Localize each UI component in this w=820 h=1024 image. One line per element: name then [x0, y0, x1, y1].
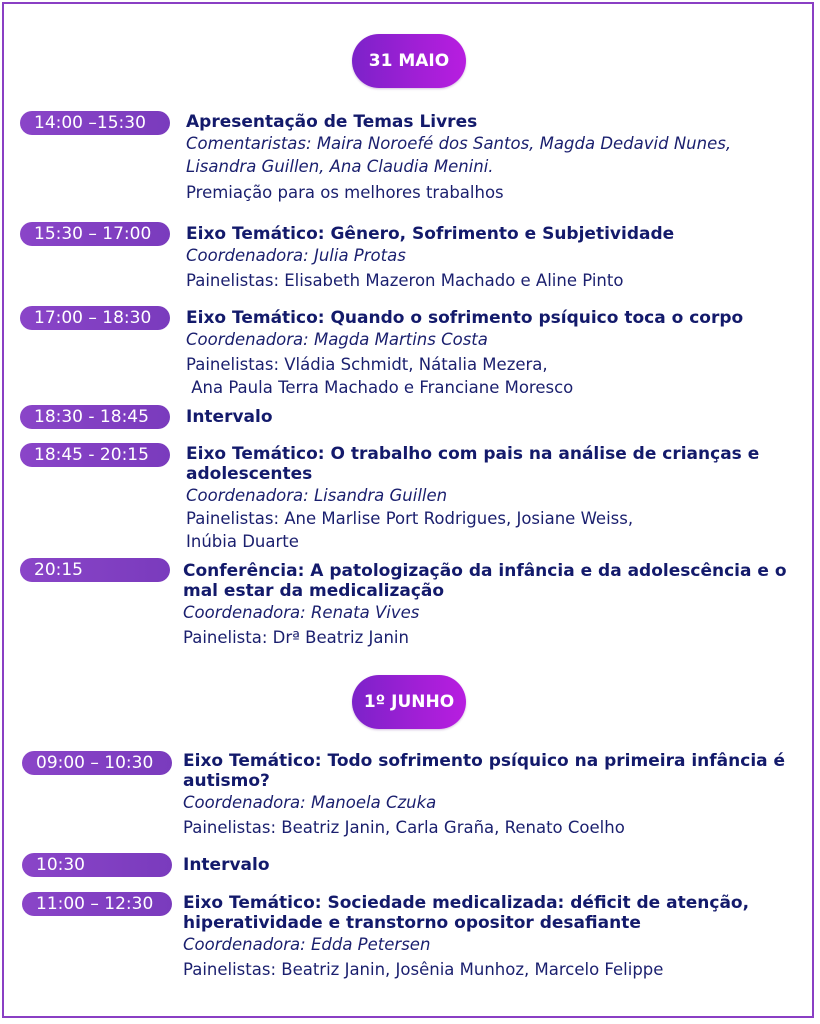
session-detail: Ana Paula Terra Machado e Franciane Moresco — [186, 378, 574, 397]
time-badge: 10:30 — [22, 853, 172, 877]
schedule-item — [186, 224, 674, 292]
time-badge: 17:00 – 18:30 — [20, 306, 170, 330]
time-badge: 14:00 –15:30 — [20, 111, 170, 135]
session-title: Apresentação de Temas Livres — [186, 112, 478, 132]
session-title: Intervalo — [186, 407, 273, 427]
schedule-item — [183, 893, 793, 981]
session-detail: Coordenadora: Manoela Czuka — [183, 793, 437, 812]
session-title: Eixo Temático: O trabalho com pais na análise de crianças e adolescentes — [186, 444, 760, 484]
time-badge: 18:45 - 20:15 — [20, 443, 170, 467]
schedule-item — [186, 444, 786, 553]
session-title: Intervalo — [183, 855, 270, 875]
schedule-item — [183, 561, 793, 649]
day-header-1-junho: 1º JUNHO — [352, 675, 466, 729]
session-detail: Painelistas: Beatriz Janin, Josênia Munhoz, Marcelo Felippe — [183, 960, 664, 979]
session-title: Eixo Temático: Todo sofrimento psíquico na primeira infância é autismo? — [183, 751, 786, 791]
time-badge: 11:00 – 12:30 — [22, 892, 172, 916]
session-detail: Painelistas: Beatriz Janin, Carla Graña, Renato Coelho — [183, 818, 625, 837]
session-detail: Inúbia Duarte — [186, 532, 299, 551]
schedule-item — [186, 112, 731, 204]
session-detail: Coordenadora: Lisandra Guillen — [186, 486, 448, 505]
schedule-item — [186, 308, 743, 399]
session-title: Conferência: A patologização da infância e da adolescência e o mal estar da medicalização — [183, 561, 787, 601]
schedule-item — [186, 407, 273, 427]
day-header-31-maio: 31 MAIO — [352, 34, 466, 88]
session-detail: Coordenadora: Julia Protas — [186, 246, 406, 265]
time-badge: 20:15 — [20, 558, 170, 582]
session-title: Eixo Temático: Sociedade medicalizada: déficit de atenção, hiperatividade e transtorno opositor desafiante — [183, 893, 750, 933]
session-detail: Lisandra Guillen, Ana Claudia Menini. — [186, 157, 494, 176]
time-badge: 15:30 – 17:00 — [20, 222, 170, 246]
session-detail: Painelistas: Ane Marlise Port Rodrigues, Josiane Weiss, — [186, 509, 634, 528]
session-detail: Coordenadora: Edda Petersen — [183, 935, 431, 954]
schedule-item — [183, 855, 270, 875]
time-badge: 18:30 - 18:45 — [20, 405, 170, 429]
session-title: Eixo Temático: Quando o sofrimento psíquico toca o corpo — [186, 308, 744, 328]
session-detail: Coordenadora: Renata Vives — [183, 603, 420, 622]
session-detail: Painelista: Drª Beatriz Janin — [183, 628, 409, 647]
session-title: Eixo Temático: Gênero, Sofrimento e Subjetividade — [186, 224, 675, 244]
session-detail: Coordenadora: Magda Martins Costa — [186, 330, 488, 349]
time-badge: 09:00 – 10:30 — [22, 751, 172, 775]
session-detail: Painelistas: Elisabeth Mazeron Machado e Aline Pinto — [186, 271, 624, 290]
session-detail: Painelistas: Vládia Schmidt, Nátalia Mezera, — [186, 355, 548, 374]
session-detail: Premiação para os melhores trabalhos — [186, 183, 504, 202]
session-detail: Comentaristas: Maira Noroefé dos Santos, Magda Dedavid Nunes, — [186, 134, 732, 153]
schedule-item — [183, 751, 793, 839]
